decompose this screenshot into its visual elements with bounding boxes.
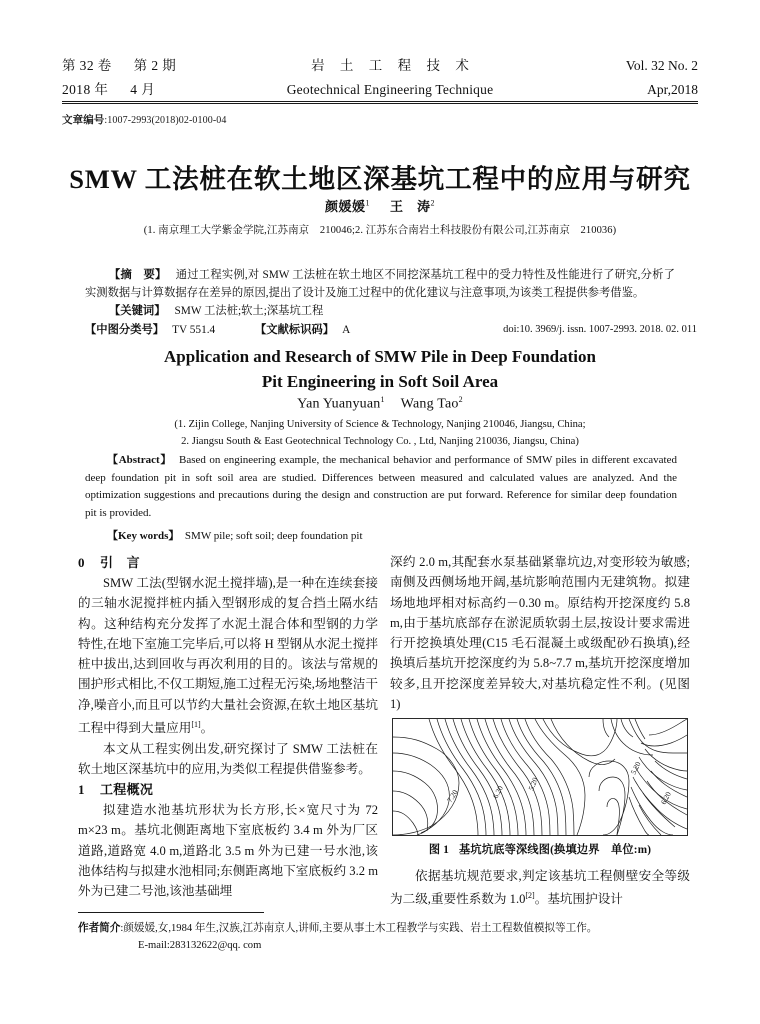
figure-1	[392, 718, 688, 857]
keywords-cn-label: 【关键词】	[109, 305, 166, 318]
abstract-cn-text: 通过工程实例,对 SMW 工法桩在软土地区不同挖深基坑工程中的受力特性及性能进行了研究,分析了实测数据与计算数据存在差异的原因,提出了设计及施工过程中的优化建议与注意事项,为该类工程提供参考借鉴。	[85, 269, 675, 300]
page-title-en-line1: Application and Research of SMW Pile in Deep Foundation	[164, 347, 596, 366]
document-code-label: 【文献标识码】	[255, 324, 335, 336]
body-column-left	[78, 552, 378, 902]
abstract-en-text: Based on engineering example, the mechanical behavior and performance of SMW piles in different excavated deep foundation pit in soft soil area are studied. Differences between measured and calculated values are analyzed. And the optimization suggestions and precautions during the design and construction are put forward. Reference for similar deep foundation pit is provided.	[85, 454, 677, 519]
section-0-title: 引 言	[100, 555, 140, 570]
volume-cn: 第 32 卷	[62, 58, 112, 73]
doi-value[interactable]: doi:10. 3969/j. issn. 1007-2993. 2018. 02. 011	[503, 324, 697, 335]
body-column-right-after-figure	[390, 866, 690, 910]
author-cn-2: 王 涛	[390, 199, 431, 214]
citation-ref-1[interactable]: [1]	[191, 720, 201, 730]
article-number-value: 1007-2993(2018)02-0100-04	[107, 115, 227, 126]
article-number-colon: :	[104, 115, 108, 126]
footnote-divider	[78, 912, 264, 913]
document-code	[255, 321, 430, 339]
classification-meta-row	[85, 321, 697, 339]
masthead-date-cn	[62, 78, 232, 102]
year-cn: 2018 年	[62, 82, 109, 97]
author-cn-1: 颜媛媛	[324, 199, 366, 214]
figure-1-number: 图 1	[428, 844, 450, 856]
author-en-2-affil-mark: 2	[458, 395, 463, 404]
paragraph-right-1: 深约 2.0 m,其配套水泵基础紧靠坑边,对变形较为敏感;南侧及西侧场地开阔,基坑影响范围内无建筑物。拟建场地地坪相对标高约－0.30 m。原结构开挖深度约 5.8 m,由于基坑底部存在淤泥质软弱土层,按设计要求需进行开挖换填处理(C15 毛石混凝土或级配砂石换填),经换填后基坑开挖深度约为 5.8~7.7 m,基坑开挖深度增加较多,且开挖深度差异较大,对基坑稳定性不利。(见图 1)	[390, 555, 690, 712]
authors-cn	[62, 196, 698, 215]
body-column-right	[390, 552, 690, 714]
section-heading-0	[78, 552, 378, 573]
paragraph-left-3: 拟建造水池基坑形状为长方形,长×宽尺寸为 72 m×23 m。基坑北侧距离地下室底板约 3.4 m 外为厂区道路,道路宽 4.0 m,道路北 3.5 m 外为已建一号水池,该池体结构与拟建水池相同;东侧距离地下室底板约 3.2 m 外为已建二号池,该池基础埋	[78, 803, 378, 899]
masthead-volume-issue-cn	[62, 54, 232, 78]
clc-value: TV 551.4	[172, 324, 216, 336]
footnote-author-bio	[78, 921, 698, 954]
contour-label-7-20: 7.20	[445, 788, 460, 805]
affiliation-en-line1: (1. Zijin College, Nanjing University of Science & Technology, Nanjing 210046, Jiangsu, China;	[174, 419, 586, 430]
figure-1-caption	[392, 841, 688, 857]
journal-title-cn: 岩 土 工 程 技 术	[311, 58, 475, 73]
volume-issue-en: Vol. 32 No. 2	[625, 58, 698, 73]
article-number	[62, 112, 226, 127]
keywords-en	[85, 528, 677, 546]
page-title-en	[62, 344, 698, 394]
abstract-en-label: 【Abstract】	[107, 454, 173, 466]
date-en: Apr,2018	[647, 82, 698, 97]
abstract-cn-block	[85, 266, 675, 321]
document-code-value: A	[342, 324, 351, 336]
paragraph-left-1	[78, 573, 378, 739]
authors-en	[62, 395, 698, 413]
footnote-label: 作者简介	[78, 923, 121, 934]
page-title-en-line2: Pit Engineering in Soft Soil Area	[261, 372, 499, 391]
masthead	[62, 54, 698, 102]
clc-label: 【中图分类号】	[85, 324, 165, 336]
paragraph-left-1-end: 。	[200, 721, 214, 736]
journal-title-en: Geotechnical Engineering Technique	[286, 82, 494, 97]
contour-label-6-20: 6.20	[490, 784, 505, 800]
issue-cn: 第 2 期	[133, 58, 177, 73]
affiliation-en-line2: 2. Jiangsu South & East Geotechnical Technology Co. , Ltd, Nanjing 210036, Jiangsu, China)	[181, 435, 579, 447]
affiliation-en	[62, 417, 698, 450]
paragraph-right-2-text: 依据基坑规范要求,判定该基坑工程侧壁安全等级为二级,重要性系数为 1.0	[390, 869, 690, 907]
contour-label-5-20-a: 5.20	[526, 776, 540, 792]
paragraph-left-2: 本文从工程实例出发,研究探讨了 SMW 工法桩在软土地区深基坑中的应用,为类似工程提供借鉴参考。	[78, 741, 378, 776]
keywords-en-text: SMW pile; soft soil; deep foundation pit	[184, 530, 363, 542]
abstract-cn	[85, 266, 675, 302]
contour-plot-svg	[393, 719, 687, 835]
author-en-1: Yan Yuanyuan	[297, 396, 381, 412]
citation-ref-2[interactable]: [2]	[525, 891, 535, 901]
keywords-cn-text: SMW 工法桩;软土;深基坑工程	[174, 305, 324, 318]
abstract-en-block	[85, 452, 677, 522]
keywords-cn	[85, 302, 675, 320]
author-en-1-affil-mark: 1	[380, 395, 385, 404]
section-heading-1	[78, 779, 378, 800]
masthead-row-bottom	[62, 78, 698, 102]
section-0-number: 0	[78, 555, 85, 570]
keywords-en-label: 【Key words】	[107, 530, 180, 542]
affiliation-cn: (1. 南京理工大学紫金学院,江苏南京 210046;2. 江苏东合南岩土科技股份有限公司,江苏南京 210036)	[143, 225, 617, 236]
article-number-label: 文章编号	[62, 115, 105, 126]
section-1-number: 1	[78, 782, 85, 798]
author-cn-1-affil-mark: 1	[365, 198, 370, 208]
page-title-cn: SMW 工法桩在软土地区深基坑工程中的应用与研究	[69, 163, 691, 194]
figure-1-contour-map	[392, 718, 688, 836]
footnote-text: :颜媛媛,女,1984 年生,汉族,江苏南京人,讲师,主要从事土木工程教学与实践、岩土工程数值模拟等工作。	[120, 923, 598, 934]
contour-label-6-20-b: 6.20	[658, 790, 673, 806]
footnote-email[interactable]: E-mail:283132622@qq. com	[138, 939, 262, 951]
paragraph-right-2	[390, 866, 690, 910]
paragraph-left-1-text: SMW 工法(型钢水泥土搅拌墙),是一种在连续套接的三轴水泥搅拌桩内插入型钢形成的复合挡土隔水结构。这种结构充分发挥了水泥土混合体和型钢的力学特性,在地下室施工完毕后,可以将 H 型钢从水泥土搅拌桩中拔出,达到回收与再次利用的目的。该法与常规的围护形式相比,不仅工期短,施工过程无污染,场地整洁干净,噪音小,而且可以节约大量社会资源,在软土地区基坑工程中得到大量应用	[78, 576, 378, 736]
clc-number	[85, 321, 255, 339]
section-1-title: 工程概况	[100, 782, 154, 798]
abstract-cn-label: 【摘 要】	[109, 269, 167, 281]
month-cn: 4 月	[130, 82, 156, 97]
abstract-en	[85, 452, 677, 522]
paragraph-right-2-end: 。基坑围护设计	[534, 892, 623, 907]
contour-label-5-20-b: 5.20	[628, 760, 643, 776]
figure-1-caption-text: 基坑坑底等深线图(换填边界 单位:m)	[459, 844, 652, 856]
author-cn-2-affil-mark: 2	[430, 198, 436, 208]
author-en-2: Wang Tao	[400, 396, 459, 412]
masthead-divider	[62, 101, 698, 104]
masthead-row-top	[62, 54, 698, 78]
